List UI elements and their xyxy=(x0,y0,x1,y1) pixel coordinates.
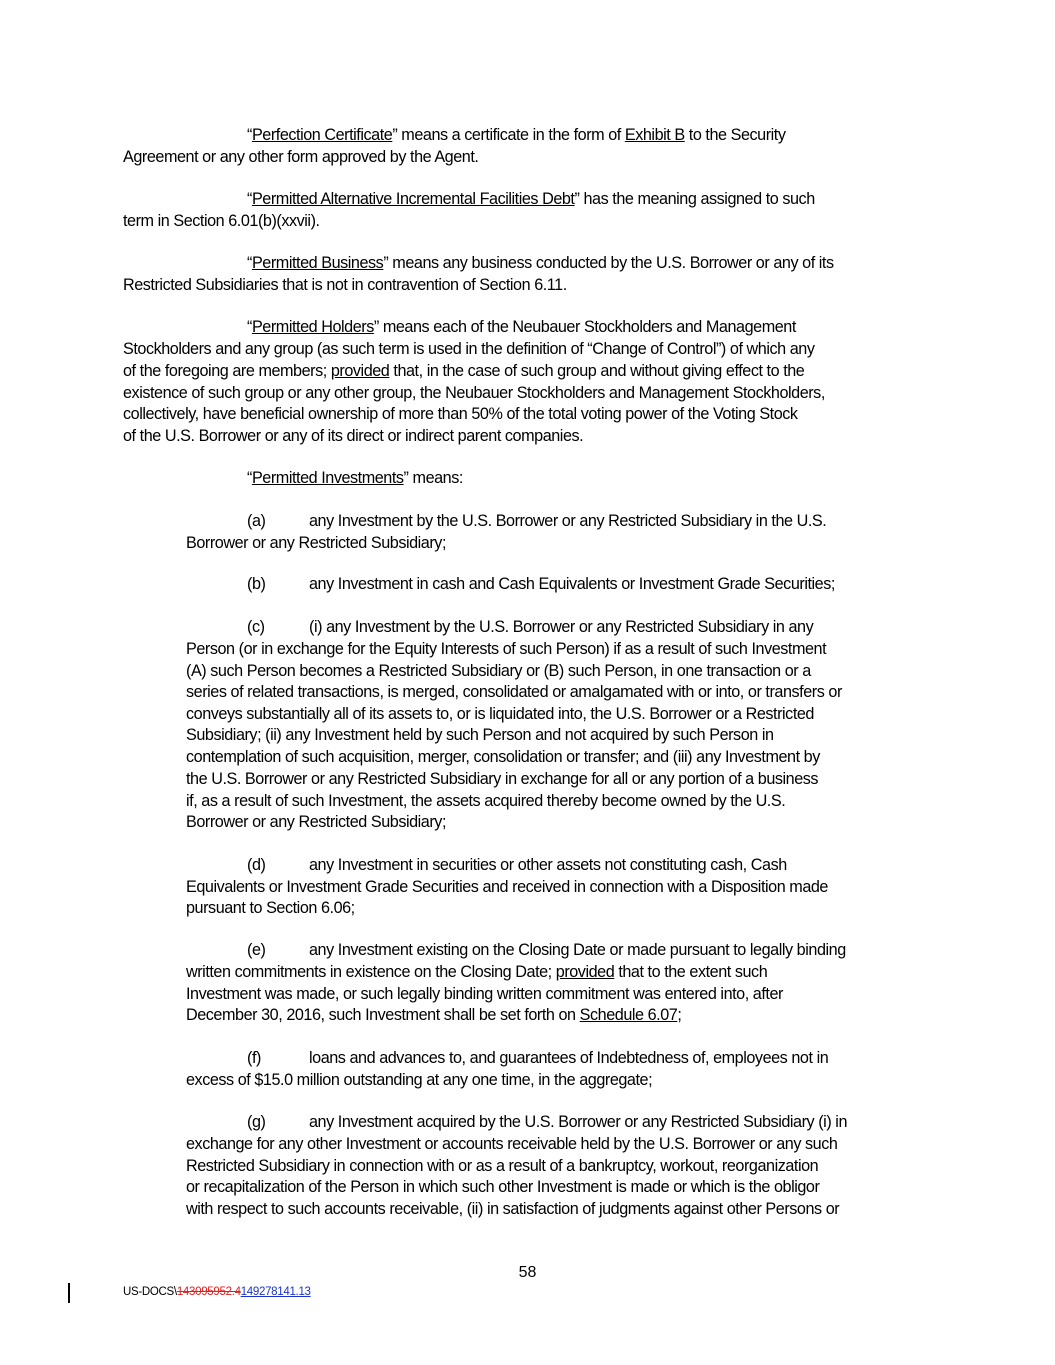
def-holders-line4: existence of such group or any other group, the Neubauer Stockholders and Management Stockholders, xyxy=(123,384,825,402)
def-holders-line2: Stockholders and any group (as such term is used in the definition of “Change of Control”) of which any xyxy=(123,340,815,358)
item-c-line8: the U.S. Borrower or any Restricted Subsidiary in exchange for all or any portion of a business xyxy=(186,770,819,788)
def-holders-line6: of the U.S. Borrower or any of its direct or indirect parent companies. xyxy=(123,427,584,445)
item-f-line2: excess of $15.0 million outstanding at any one time, in the aggregate; xyxy=(186,1071,653,1089)
provided-term: provided xyxy=(555,963,615,981)
item-d-line1: (d) any Investment in securities or other assets not constituting cash, Cash xyxy=(247,855,787,877)
term-permitted-investments: Permitted Investments xyxy=(251,469,404,487)
item-e-line3: Investment was made, or such legally binding written commitment was entered into, after xyxy=(186,985,783,1003)
item-label: (b) xyxy=(247,575,266,593)
item-c-line5: conveys substantially all of its assets to, or is liquidated into, the U.S. Borrower or a Restricted xyxy=(186,705,814,723)
item-label: (c) xyxy=(247,618,265,636)
item-c-line1: (c) (i) any Investment by the U.S. Borrower or any Restricted Subsidiary in any xyxy=(247,617,813,639)
page-number: 58 xyxy=(518,1264,537,1281)
item-label: (a) xyxy=(247,512,266,530)
item-g-line1: (g) any Investment acquired by the U.S. Borrower or any Restricted Subsidiary (i) in xyxy=(247,1112,847,1134)
term-perfection-certificate: Perfection Certificate xyxy=(251,126,393,144)
def-alt-incremental-line2: term in Section 6.01(b)(xxvii). xyxy=(123,212,320,230)
def-perfection-line2: Agreement or any other form approved by the Agent. xyxy=(123,148,479,166)
change-bar xyxy=(68,1283,70,1303)
item-c-line7: contemplation of such acquisition, merger, consolidation or transfer; and (iii) any Investment by xyxy=(186,748,820,766)
item-label: (g) xyxy=(247,1113,266,1131)
item-e-line1: (e) any Investment existing on the Closing Date or made pursuant to legally binding xyxy=(247,940,846,962)
def-investments-line1: “Permitted Investments” means: xyxy=(247,469,463,487)
def-holders-line5: collectively, have beneficial ownership of more than 50% of the total voting power of the Voting Stock xyxy=(123,405,798,423)
def-alt-incremental-line1: “Permitted Alternative Incremental Facilities Debt” has the meaning assigned to such xyxy=(247,190,815,208)
schedule-607-link: Schedule 6.07 xyxy=(579,1006,678,1024)
item-e-line2: written commitments in existence on the Closing Date; provided that to the extent such xyxy=(186,963,768,981)
item-c-line10: Borrower or any Restricted Subsidiary; xyxy=(186,813,446,831)
item-d-line3: pursuant to Section 6.06; xyxy=(186,899,355,917)
def-perfection-line1: “Perfection Certificate” means a certificate in the form of Exhibit B to the Security xyxy=(247,126,786,144)
deleted-doc-id: 143095952.4 xyxy=(176,1286,241,1298)
doc-id-footer: US-DOCS\143095952.4149278141.13 xyxy=(123,1286,311,1298)
def-business-line2: Restricted Subsidiaries that is not in contravention of Section 6.11. xyxy=(123,276,567,294)
item-a-line1: (a) any Investment by the U.S. Borrower or any Restricted Subsidiary in the U.S. xyxy=(247,511,826,533)
item-c-line6: Subsidiary; (ii) any Investment held by such Person and not acquired by such Person in xyxy=(186,726,774,744)
item-g-line3: Restricted Subsidiary in connection with or as a result of a bankruptcy, workout, reorganization xyxy=(186,1157,819,1175)
term-permitted-holders: Permitted Holders xyxy=(251,318,374,336)
item-d-line2: Equivalents or Investment Grade Securities and received in connection with a Disposition made xyxy=(186,878,828,896)
item-label: (e) xyxy=(247,941,266,959)
item-c-line3: (A) such Person becomes a Restricted Subsidiary or (B) such Person, in one transaction or a xyxy=(186,662,811,680)
term-permitted-business: Permitted Business xyxy=(251,254,384,272)
item-e-line4: December 30, 2016, such Investment shall be set forth on Schedule 6.07; xyxy=(186,1006,682,1024)
item-c-line9: if, as a result of such Investment, the assets acquired thereby become owned by the U.S. xyxy=(186,792,786,810)
item-f-line1: (f) loans and advances to, and guarantees of Indebtedness of, employees not in xyxy=(247,1048,828,1070)
exhibit-b-link: Exhibit B xyxy=(624,126,685,144)
def-holders-line3: of the foregoing are members; provided that, in the case of such group and without giving effect to the xyxy=(123,362,805,380)
inserted-doc-id: 149278141.13 xyxy=(240,1286,311,1298)
def-business-line1: “Permitted Business” means any business conducted by the U.S. Borrower or any of its xyxy=(247,254,834,272)
item-label: (f) xyxy=(247,1049,261,1067)
def-holders-line1: “Permitted Holders” means each of the Neubauer Stockholders and Management xyxy=(247,318,796,336)
provided-term: provided xyxy=(330,362,390,380)
item-c-line4: series of related transactions, is merged, consolidated or amalgamated with or into, or transfers or xyxy=(186,683,842,701)
item-c-line2: Person (or in exchange for the Equity Interests of such Person) if as a result of such Investment xyxy=(186,640,827,658)
item-g-line2: exchange for any other Investment or accounts receivable held by the U.S. Borrower or any such xyxy=(186,1135,838,1153)
term-alt-incremental: Permitted Alternative Incremental Facilities Debt xyxy=(251,190,575,208)
item-g-line4: or recapitalization of the Person in which such other Investment is made or which is the obligor xyxy=(186,1178,820,1196)
item-label: (d) xyxy=(247,856,266,874)
item-g-line5: with respect to such accounts receivable, (ii) in satisfaction of judgments against other Persons or xyxy=(186,1200,840,1218)
item-b-line1: (b) any Investment in cash and Cash Equivalents or Investment Grade Securities; xyxy=(247,574,835,596)
item-a-line2: Borrower or any Restricted Subsidiary; xyxy=(186,534,446,552)
